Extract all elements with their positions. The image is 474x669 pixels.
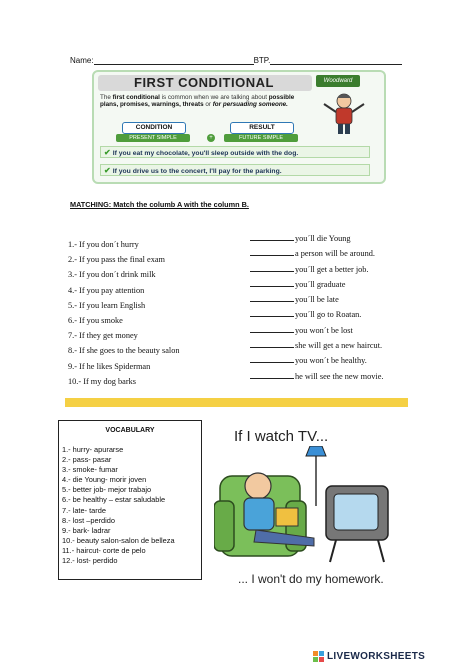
column-a-item: 7.- If they get money	[68, 331, 138, 341]
vocabulary-item: 5.- better job- mejor trabajo	[62, 485, 152, 495]
matching-title: MATCHING: Match the columb A with the column B.	[70, 200, 249, 209]
column-b-text: a person will be around.	[295, 249, 375, 259]
column-a-item: 6.- If you smoke	[68, 315, 123, 325]
column-a-item: 3.- If you don´t drink milk	[68, 270, 156, 280]
name-field[interactable]	[94, 56, 254, 65]
column-b-text: he will see the new movie.	[295, 371, 384, 381]
grammar-title: FIRST CONDITIONAL	[134, 75, 274, 90]
vocabulary-item: 7.- late- tarde	[62, 505, 106, 515]
vocabulary-box	[58, 420, 202, 580]
answer-blank[interactable]	[250, 294, 294, 302]
desc-bold-uses: possible plans, promises, warnings, threats	[100, 94, 295, 109]
example-1-text: If you eat my chocolate, you'll sleep outside with the dog.	[112, 150, 299, 157]
column-b-item	[250, 325, 383, 340]
column-a	[68, 240, 180, 392]
example-2-text: If you drive us to the concert, I'll pay for the parking.	[112, 168, 282, 175]
example-1	[100, 146, 370, 158]
answer-blank[interactable]	[250, 371, 294, 379]
desc-bold-term: first conditional	[112, 94, 160, 101]
illustration-bottom-text: ... I won't do my homework.	[238, 572, 384, 586]
angry-man-illustration	[314, 90, 374, 136]
column-b-item	[250, 248, 383, 263]
column-b-text: you´ll graduate	[295, 279, 346, 289]
footer-brand: LIVEWORKSHEETS	[327, 651, 426, 662]
condition-label: CONDITION	[122, 122, 186, 134]
liveworksheets-logo-icon	[313, 651, 324, 662]
desc-italic: for persuading someone.	[212, 101, 288, 109]
column-b-item	[250, 279, 383, 294]
answer-blank[interactable]	[250, 325, 294, 333]
tense-present-simple: PRESENT SIMPLE	[116, 134, 190, 142]
name-btp-line	[70, 56, 402, 65]
column-b-text: you´ll go to Roatan.	[295, 310, 362, 320]
vocabulary-item: 8.- lost –perdido	[62, 515, 115, 525]
vocabulary-item: 9.- bark- ladrar	[62, 525, 111, 535]
column-a-item: 4.- If you pay attention	[68, 285, 145, 295]
vocabulary-item: 1.- hurry- apurarse	[62, 445, 124, 454]
first-conditional-graphic	[92, 70, 386, 184]
vocabulary-item: 11.- haircut- corte de pelo	[62, 545, 146, 555]
vocabulary-item: 6.- be healthy – estar saludable	[62, 495, 166, 505]
column-b-item	[250, 371, 383, 386]
column-b-text: you won´t be lost	[295, 325, 353, 335]
answer-blank[interactable]	[250, 355, 294, 363]
column-b-item	[250, 264, 383, 279]
column-b-text: you won´t be healthy.	[295, 356, 367, 366]
answer-blank[interactable]	[250, 264, 294, 272]
column-b-item	[250, 294, 383, 309]
btp-field[interactable]	[270, 56, 402, 65]
vocabulary-list	[62, 445, 175, 566]
column-a-item: 8.- If she goes to the beauty salon	[68, 346, 180, 356]
name-label: Name:	[70, 56, 94, 65]
column-a-item: 1.- If you don´t hurry	[68, 240, 139, 249]
column-b-item	[250, 355, 383, 370]
result-label: RESULT	[230, 122, 294, 134]
column-a-item: 5.- If you learn English	[68, 300, 146, 310]
column-b	[250, 233, 383, 386]
vocabulary-title: VOCABULARY	[105, 427, 155, 434]
check-icon: ✔	[104, 148, 111, 157]
column-b-item	[250, 340, 383, 355]
illustration-top-text: If I watch TV...	[234, 428, 329, 445]
grammar-description	[100, 94, 300, 109]
plus-sign: +	[207, 134, 215, 142]
column-b-text: you´ll get a better job.	[295, 264, 369, 274]
vocabulary-item: 3.- smoke- fumar	[62, 465, 118, 475]
desc-mid: is common when we are talking about	[159, 94, 269, 101]
vocabulary-item: 10.- beauty salon-salon de belleza	[62, 535, 175, 545]
column-b-item	[250, 309, 383, 324]
answer-blank[interactable]	[250, 309, 294, 317]
check-icon: ✔	[104, 166, 111, 175]
man-watching-tv-illustration	[214, 446, 404, 568]
desc-prefix: The	[100, 94, 113, 101]
answer-blank[interactable]	[250, 279, 294, 287]
vocabulary-item: 4.- die Young- morir joven	[62, 475, 147, 485]
vocabulary-item: 2.- pass- pasar	[62, 455, 112, 465]
tense-future-simple: FUTURE SIMPLE	[224, 134, 298, 142]
publisher-logo: Woodward	[316, 75, 360, 87]
column-a-item: 2.- If you pass the final exam	[68, 255, 165, 265]
column-a-item: 10.- If my dog barks	[68, 376, 136, 386]
column-b-text: you´ll be late	[295, 295, 339, 305]
desc-or: or	[203, 101, 213, 109]
divider-bar	[65, 398, 408, 407]
btp-label: BTP.	[253, 56, 271, 65]
column-b-text: you´ll die Young	[295, 234, 351, 243]
answer-blank[interactable]	[250, 340, 294, 348]
column-b-item	[250, 233, 383, 248]
answer-blank[interactable]	[250, 233, 294, 241]
example-2	[100, 164, 370, 176]
column-b-text: she will get a new haircut.	[295, 341, 383, 351]
column-a-item: 9.- If he likes Spiderman	[68, 361, 151, 371]
answer-blank[interactable]	[250, 248, 294, 256]
vocabulary-item: 12.- lost- perdido	[62, 556, 118, 566]
